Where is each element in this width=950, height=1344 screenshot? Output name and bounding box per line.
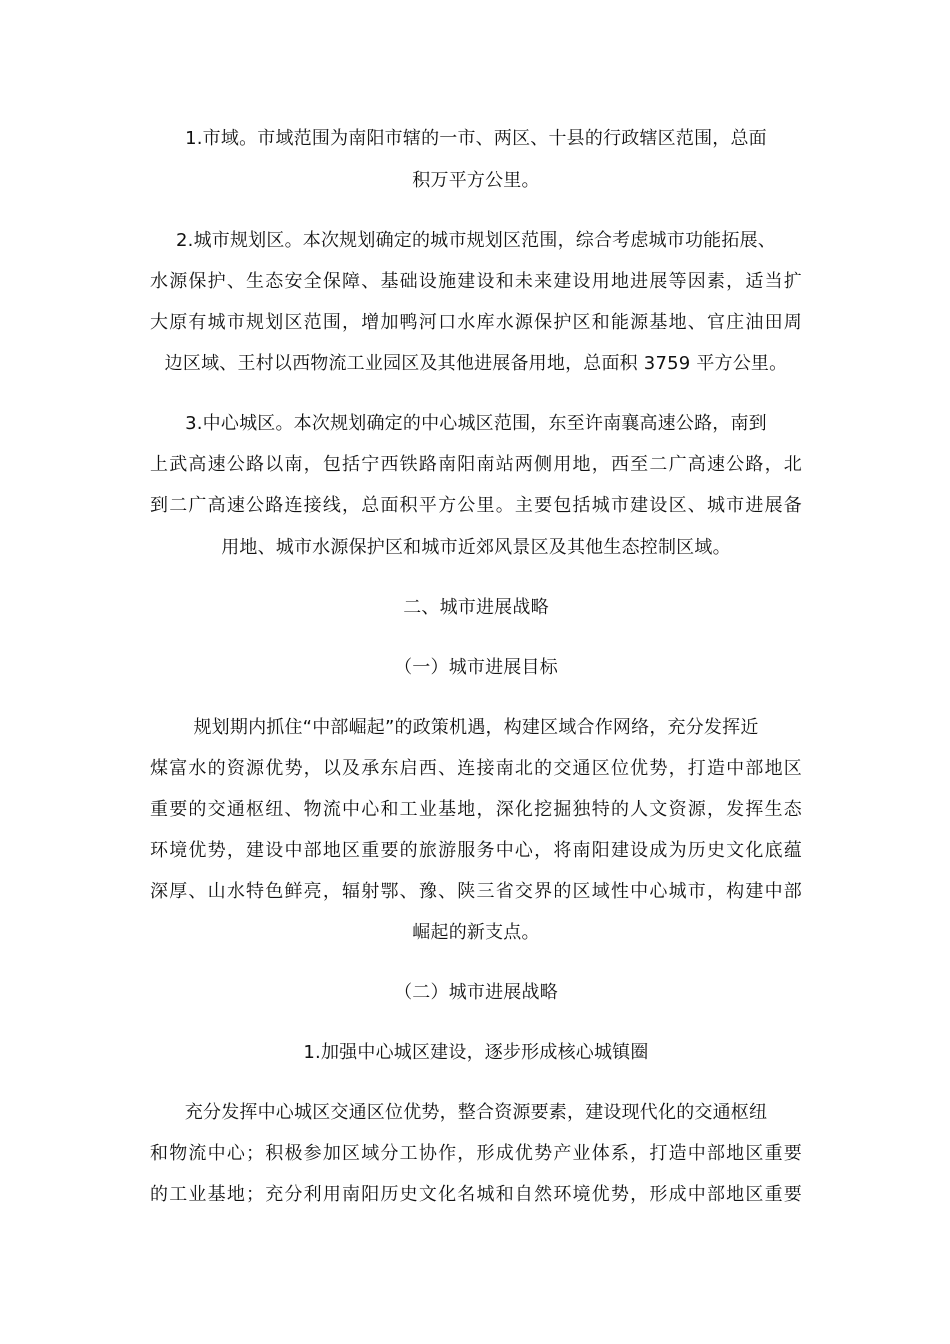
paragraph-line: 和物流中心；积极参加区域分工协作，形成优势产业体系，打造中部地区重要: [150, 1143, 802, 1164]
paragraph-line: 3.中心城区。本次规划确定的中心城区范围，东至许南襄高速公路，南到: [185, 413, 767, 434]
paragraph-line: 重要的交通枢纽、物流中心和工业基地，深化挖掘独特的人文资源，发挥生态: [150, 799, 802, 820]
paragraph-line: 到二广高速公路连接线，总面积平方公里。主要包括城市建设区、城市进展备: [150, 495, 802, 516]
paragraph-line: 环境优势，建设中部地区重要的旅游服务中心，将南阳建设成为历史文化底蕴: [150, 840, 802, 861]
paragraph-line: 水源保护、生态安全保障、基础设施建设和未来建设用地进展等因素，适当扩: [150, 271, 802, 292]
paragraph-line: 1.市域。市域范围为南阳市辖的一市、两区、十县的行政辖区范围，总面: [185, 128, 767, 149]
paragraph-line: 的工业基地；充分利用南阳历史文化名城和自然环境优势，形成中部地区重要: [150, 1184, 802, 1205]
subsection-heading: （二）城市进展战略: [394, 982, 558, 1003]
paragraph-line: 大原有城市规划区范围，增加鸭河口水库水源保护区和能源基地、官庄油田周: [150, 312, 802, 333]
paragraph-line: 用地、城市水源保护区和城市近郊风景区及其他生态控制区域。: [221, 537, 731, 558]
paragraph-line: 上武高速公路以南，包括宁西铁路南阳南站两侧用地，西至二广高速公路，北: [150, 454, 802, 475]
paragraph-line: 2.城市规划区。本次规划确定的城市规划区范围，综合考虑城市功能拓展、: [176, 230, 776, 251]
paragraph-line: 崛起的新支点。: [412, 922, 540, 943]
paragraph-line: 规划期内抓住“中部崛起”的政策机遇，构建区域合作网络，充分发挥近: [193, 717, 759, 738]
section-heading: 二、城市进展战略: [403, 597, 549, 618]
paragraph-line: 深厚、山水特色鲜亮，辐射鄂、豫、陕三省交界的区域性中心城市，构建中部: [150, 881, 802, 902]
paragraph-line: 积万平方公里。: [412, 170, 540, 191]
paragraph-line: 煤富水的资源优势，以及承东启西、连接南北的交通区位优势，打造中部地区: [150, 758, 802, 779]
paragraph-line: 边区域、王村以西物流工业园区及其他进展备用地，总面积 3759 平方公里。: [164, 353, 788, 374]
paragraph-line: 充分发挥中心城区交通区位优势，整合资源要素，建设现代化的交通枢纽: [184, 1102, 768, 1123]
subsection-heading: （一）城市进展目标: [394, 657, 558, 678]
strategy-heading: 1.加强中心城区建设，逐步形成核心城镇圈: [303, 1042, 649, 1063]
